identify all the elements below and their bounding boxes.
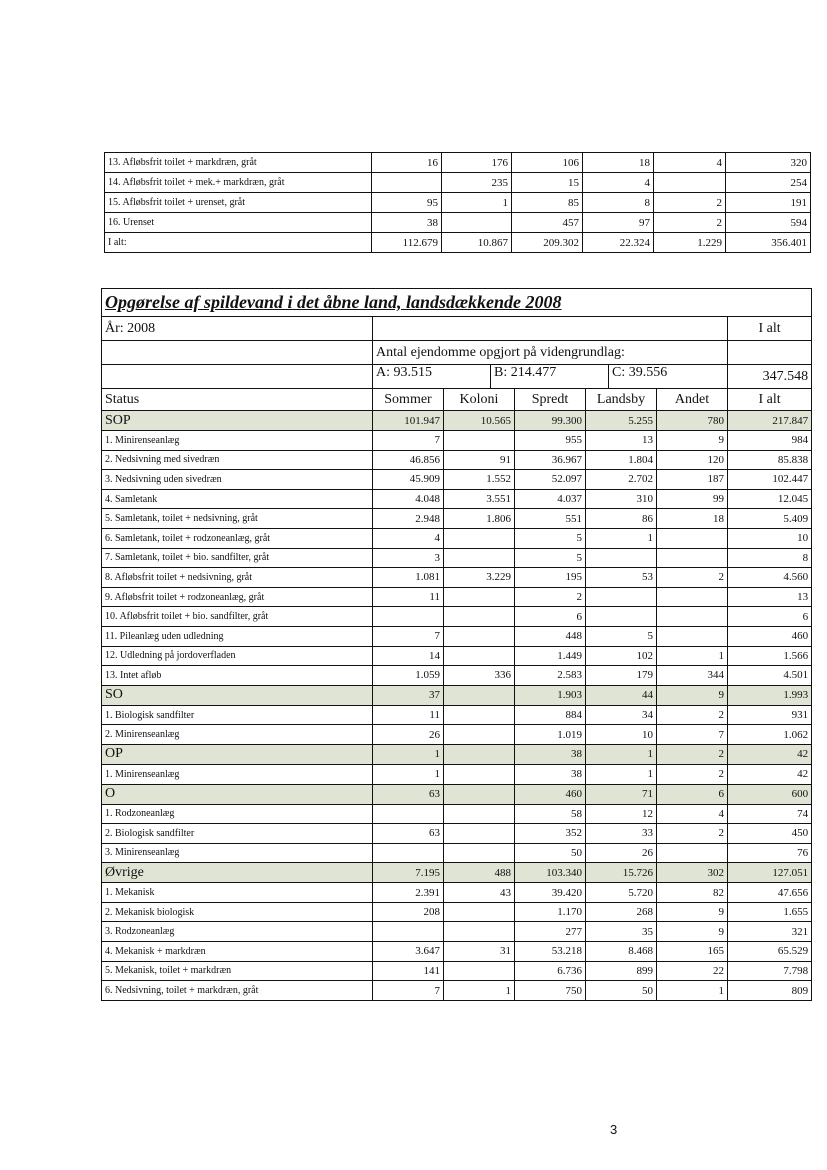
col-header-koloni: Koloni: [444, 389, 515, 411]
cell-value: 320: [726, 153, 811, 173]
row-label: 5. Mekanisk, toilet + markdræn: [102, 961, 373, 981]
row-label: O: [102, 784, 373, 804]
cell-value: 58: [515, 804, 586, 824]
cell-value: 1.062: [728, 725, 812, 745]
cell-value: 931: [728, 705, 812, 725]
cell-value: 52.097: [515, 470, 586, 490]
cell-value: 2: [654, 213, 726, 233]
cell-value: 594: [726, 213, 811, 233]
continuation-table: [104, 152, 811, 253]
row-label: 9. Afløbsfrit toilet + rodzoneanlæg, gråt: [102, 587, 373, 607]
cell-value: 7: [373, 626, 444, 646]
cell-value: 488: [444, 863, 515, 883]
cell-value: 11: [373, 587, 444, 607]
cell-value: [444, 705, 515, 725]
cell-value: 12.045: [728, 489, 812, 509]
cell-value: [444, 744, 515, 764]
cell-value: 91: [444, 450, 515, 470]
cell-value: 120: [657, 450, 728, 470]
cell-value: 5: [586, 626, 657, 646]
cell-value: 254: [726, 173, 811, 193]
cell-value: 460: [515, 784, 586, 804]
cell-value: 5: [515, 528, 586, 548]
table-row: [105, 213, 811, 233]
row-label: 16. Urenset: [105, 213, 372, 233]
cell-value: 3.551: [444, 489, 515, 509]
cell-value: 310: [586, 489, 657, 509]
cell-value: [444, 824, 515, 844]
cell-value: 7: [657, 725, 728, 745]
table-row: [105, 193, 811, 213]
cell-value: 5.255: [586, 411, 657, 431]
cell-value: 141: [373, 961, 444, 981]
row-label: OP: [102, 744, 373, 764]
cell-value: 31: [444, 942, 515, 962]
cell-value: 1: [586, 528, 657, 548]
cell-value: 10.565: [444, 411, 515, 431]
cell-value: [444, 607, 515, 627]
cell-value: 42: [728, 764, 812, 784]
cell-value: 85.838: [728, 450, 812, 470]
cell-value: 2: [657, 568, 728, 588]
cell-value: 1.804: [586, 450, 657, 470]
cell-value: 1.449: [515, 646, 586, 666]
cell-value: 34: [586, 705, 657, 725]
cell-value: 179: [586, 666, 657, 686]
cell-value: 2.948: [373, 509, 444, 529]
cell-value: 1: [442, 193, 512, 213]
cell-value: 4: [654, 153, 726, 173]
cell-value: 99: [657, 489, 728, 509]
table-row: [102, 705, 812, 725]
table-row: [102, 942, 812, 962]
cell-value: 43: [444, 883, 515, 903]
cell-value: 1: [586, 764, 657, 784]
cell-value: 4.048: [373, 489, 444, 509]
row-label: 3. Nedsivning uden sivedræn: [102, 470, 373, 490]
cell-value: 4.560: [728, 568, 812, 588]
cell-value: 127.051: [728, 863, 812, 883]
cell-value: 187: [657, 470, 728, 490]
cell-value: [654, 173, 726, 193]
cell-value: 7: [373, 431, 444, 451]
cell-value: 97: [583, 213, 654, 233]
cell-value: 47.656: [728, 883, 812, 903]
cell-value: 6: [515, 607, 586, 627]
cell-value: 2: [657, 824, 728, 844]
row-label: 6. Nedsivning, toilet + markdræn, gråt: [102, 981, 373, 1001]
row-label: 1. Minirenseanlæg: [102, 764, 373, 784]
cell-value: 10: [728, 528, 812, 548]
table-row: [102, 764, 812, 784]
row-label: 6. Samletank, toilet + rodzoneanlæg, gråt: [102, 528, 373, 548]
row-label: 2. Nedsivning med sivedræn: [102, 450, 373, 470]
cell-value: 4.501: [728, 666, 812, 686]
cell-value: 1: [657, 981, 728, 1001]
cell-value: 9: [657, 902, 728, 922]
cell-value: 99.300: [515, 411, 586, 431]
cell-value: 208: [373, 902, 444, 922]
cell-value: 1: [373, 744, 444, 764]
cell-value: [657, 548, 728, 568]
cell-value: [657, 843, 728, 863]
row-label: 10. Afløbsfrit toilet + bio. sandfilter, gråt: [102, 607, 373, 627]
cell-value: 780: [657, 411, 728, 431]
cell-value: 217.847: [728, 411, 812, 431]
cell-value: 8.468: [586, 942, 657, 962]
row-label: 4. Samletank: [102, 489, 373, 509]
cell-value: [372, 173, 442, 193]
cell-value: [657, 528, 728, 548]
cell-value: 6: [657, 784, 728, 804]
cell-value: 3.229: [444, 568, 515, 588]
cell-value: 71: [586, 784, 657, 804]
table-row: [102, 607, 812, 627]
cell-value: [444, 528, 515, 548]
cell-value: 16: [372, 153, 442, 173]
wastewater-table: [101, 288, 812, 1001]
stat-c: C: 39.556: [608, 365, 667, 388]
row-label: 15. Afløbsfrit toilet + urenset, gråt: [105, 193, 372, 213]
cell-value: 551: [515, 509, 586, 529]
cell-value: [444, 725, 515, 745]
cell-value: 13: [586, 431, 657, 451]
cell-value: 53.218: [515, 942, 586, 962]
cell-value: 457: [512, 213, 583, 233]
table-row: [102, 883, 812, 903]
table-row: [102, 981, 812, 1001]
cell-value: 13: [728, 587, 812, 607]
cell-value: 195: [515, 568, 586, 588]
cell-value: 1.993: [728, 685, 812, 705]
cell-value: 95: [372, 193, 442, 213]
cell-value: 302: [657, 863, 728, 883]
cell-value: 176: [442, 153, 512, 173]
cell-value: 36.967: [515, 450, 586, 470]
table-row: [102, 804, 812, 824]
table-row: [102, 509, 812, 529]
cell-value: 750: [515, 981, 586, 1001]
cell-value: 165: [657, 942, 728, 962]
cell-value: 37: [373, 685, 444, 705]
cell-value: 2.702: [586, 470, 657, 490]
cell-value: 10.867: [442, 233, 512, 253]
table-row: [102, 548, 812, 568]
cell-value: 336: [444, 666, 515, 686]
cell-value: [444, 646, 515, 666]
cell-value: 9: [657, 685, 728, 705]
cell-value: 15: [512, 173, 583, 193]
cell-value: 6: [728, 607, 812, 627]
cell-value: 1.552: [444, 470, 515, 490]
cell-value: 4: [583, 173, 654, 193]
table-row: [105, 153, 811, 173]
cell-value: [444, 431, 515, 451]
cell-value: 38: [515, 744, 586, 764]
cell-value: 1.806: [444, 509, 515, 529]
cell-value: [373, 843, 444, 863]
cell-value: 356.401: [726, 233, 811, 253]
table-title: Opgørelse af spildevand i det åbne land, landsdækkende 2008: [102, 289, 812, 317]
cell-value: 2: [657, 764, 728, 784]
cell-value: 18: [657, 509, 728, 529]
cell-value: [444, 587, 515, 607]
table-row: [102, 587, 812, 607]
cell-value: 2: [657, 744, 728, 764]
table-row: [102, 431, 812, 451]
cell-value: 50: [586, 981, 657, 1001]
row-label: 1. Rodzoneanlæg: [102, 804, 373, 824]
cell-value: [444, 764, 515, 784]
cell-value: 955: [515, 431, 586, 451]
cell-value: 344: [657, 666, 728, 686]
row-label: 1. Minirenseanlæg: [102, 431, 373, 451]
cell-value: 5: [515, 548, 586, 568]
cell-value: 26: [373, 725, 444, 745]
cell-value: 101.947: [373, 411, 444, 431]
row-label: SO: [102, 685, 373, 705]
table-row: [102, 568, 812, 588]
cell-value: 1: [586, 744, 657, 764]
cell-value: 7.195: [373, 863, 444, 883]
cell-value: 450: [728, 824, 812, 844]
col-header-andet: Andet: [657, 389, 728, 411]
cell-value: 5.409: [728, 509, 812, 529]
cell-value: 63: [373, 784, 444, 804]
cell-value: 82: [657, 883, 728, 903]
cell-value: 1.903: [515, 685, 586, 705]
cell-value: [373, 922, 444, 942]
cell-value: 10: [586, 725, 657, 745]
cell-value: [657, 587, 728, 607]
table-row: [105, 173, 811, 193]
cell-value: 74: [728, 804, 812, 824]
cell-value: 1.229: [654, 233, 726, 253]
row-label: Øvrige: [102, 863, 373, 883]
cell-value: 5.720: [586, 883, 657, 903]
table-row: [102, 922, 812, 942]
cell-value: 899: [586, 961, 657, 981]
status-header: Status: [102, 389, 373, 411]
cell-value: 11: [373, 705, 444, 725]
cell-value: 352: [515, 824, 586, 844]
section-row: [102, 744, 812, 764]
row-label: 12. Udledning på jordoverfladen: [102, 646, 373, 666]
cell-value: 103.340: [515, 863, 586, 883]
row-label: I alt:: [105, 233, 372, 253]
cell-value: [373, 607, 444, 627]
cell-value: 9: [657, 431, 728, 451]
cell-value: [444, 685, 515, 705]
row-label: 2. Minirenseanlæg: [102, 725, 373, 745]
cell-value: 277: [515, 922, 586, 942]
table-row: [102, 843, 812, 863]
row-label: 3. Minirenseanlæg: [102, 843, 373, 863]
cell-value: 321: [728, 922, 812, 942]
row-label: 2. Mekanisk biologisk: [102, 902, 373, 922]
cell-value: 53: [586, 568, 657, 588]
cell-value: 63: [373, 824, 444, 844]
cell-value: 76: [728, 843, 812, 863]
cell-value: 2.583: [515, 666, 586, 686]
cell-value: [657, 607, 728, 627]
cell-value: 448: [515, 626, 586, 646]
cell-value: 268: [586, 902, 657, 922]
cell-value: 112.679: [372, 233, 442, 253]
col-header-spredt: Spredt: [515, 389, 586, 411]
row-label: 2. Biologisk sandfilter: [102, 824, 373, 844]
cell-value: 191: [726, 193, 811, 213]
cell-value: 460: [728, 626, 812, 646]
cell-value: [444, 784, 515, 804]
cell-value: [586, 548, 657, 568]
table-row: [102, 470, 812, 490]
cell-value: 50: [515, 843, 586, 863]
col-header-sommer: Sommer: [373, 389, 444, 411]
row-label: 3. Rodzoneanlæg: [102, 922, 373, 942]
cell-value: 46.856: [373, 450, 444, 470]
cell-value: 45.909: [373, 470, 444, 490]
cell-value: [657, 626, 728, 646]
cell-value: 35: [586, 922, 657, 942]
cell-value: [444, 961, 515, 981]
cell-value: [586, 607, 657, 627]
cell-value: 44: [586, 685, 657, 705]
section-row: [102, 411, 812, 431]
cell-value: 1.566: [728, 646, 812, 666]
cell-value: 8: [583, 193, 654, 213]
cell-value: 3: [373, 548, 444, 568]
cell-value: 1: [373, 764, 444, 784]
cell-value: 26: [586, 843, 657, 863]
stat-b: B: 214.477: [490, 365, 608, 388]
col-header-total: I alt: [728, 389, 812, 411]
section-row: [102, 784, 812, 804]
cell-value: 1.081: [373, 568, 444, 588]
cell-value: 39.420: [515, 883, 586, 903]
cell-value: [444, 902, 515, 922]
year-label: År: 2008: [102, 317, 373, 341]
row-label: 7. Samletank, toilet + bio. sandfilter, gråt: [102, 548, 373, 568]
cell-value: 7: [373, 981, 444, 1001]
cell-value: 2.391: [373, 883, 444, 903]
section-row: [102, 863, 812, 883]
cell-value: [444, 843, 515, 863]
cell-value: 984: [728, 431, 812, 451]
row-label: 1. Biologisk sandfilter: [102, 705, 373, 725]
cell-value: 22.324: [583, 233, 654, 253]
table-row: [102, 528, 812, 548]
cell-value: 85: [512, 193, 583, 213]
table-row: [102, 450, 812, 470]
cell-value: 809: [728, 981, 812, 1001]
row-label: SOP: [102, 411, 373, 431]
table-row: [102, 725, 812, 745]
cell-value: 235: [442, 173, 512, 193]
cell-value: [442, 213, 512, 233]
cell-value: [444, 804, 515, 824]
cell-value: 42: [728, 744, 812, 764]
row-label: 14. Afløbsfrit toilet + mek.+ markdræn, gråt: [105, 173, 372, 193]
row-label: 4. Mekanisk + markdræn: [102, 942, 373, 962]
cell-value: 1: [657, 646, 728, 666]
cell-value: 4: [657, 804, 728, 824]
stat-a: A: 93.515: [376, 365, 432, 380]
col-header-landsby: Landsby: [586, 389, 657, 411]
cell-value: 106: [512, 153, 583, 173]
table-row: [102, 646, 812, 666]
row-label: 13. Afløbsfrit toilet + markdræn, gråt: [105, 153, 372, 173]
section-row: [102, 685, 812, 705]
row-label: 5. Samletank, toilet + nedsivning, gråt: [102, 509, 373, 529]
table-row: [102, 824, 812, 844]
cell-value: 1.170: [515, 902, 586, 922]
basis-label: Antal ejendomme opgjort på videngrundlag:: [373, 341, 728, 365]
row-label: 1. Mekanisk: [102, 883, 373, 903]
page-number: 3: [610, 1122, 618, 1137]
cell-value: 1.059: [373, 666, 444, 686]
cell-value: 12: [586, 804, 657, 824]
cell-value: 209.302: [512, 233, 583, 253]
cell-value: 4.037: [515, 489, 586, 509]
cell-value: 18: [583, 153, 654, 173]
cell-value: 38: [515, 764, 586, 784]
cell-value: 4: [373, 528, 444, 548]
cell-value: 7.798: [728, 961, 812, 981]
cell-value: 6.736: [515, 961, 586, 981]
cell-value: 14: [373, 646, 444, 666]
cell-value: 33: [586, 824, 657, 844]
cell-value: 102: [586, 646, 657, 666]
cell-value: 38: [372, 213, 442, 233]
cell-value: 8: [728, 548, 812, 568]
cell-value: 600: [728, 784, 812, 804]
table-row: [102, 961, 812, 981]
cell-value: [586, 587, 657, 607]
cell-value: [444, 922, 515, 942]
cell-value: [444, 548, 515, 568]
cell-value: 86: [586, 509, 657, 529]
cell-value: 9: [657, 922, 728, 942]
cell-value: 15.726: [586, 863, 657, 883]
cell-value: 2: [654, 193, 726, 213]
table-row: [102, 666, 812, 686]
row-label: 8. Afløbsfrit toilet + nedsivning, gråt: [102, 568, 373, 588]
row-label: 11. Pileanlæg uden udledning: [102, 626, 373, 646]
table-row: [105, 233, 811, 253]
stats-total: 347.548: [728, 365, 812, 389]
cell-value: [373, 804, 444, 824]
cell-value: 1.655: [728, 902, 812, 922]
cell-value: 2: [515, 587, 586, 607]
cell-value: [444, 626, 515, 646]
cell-value: 22: [657, 961, 728, 981]
cell-value: 2: [657, 705, 728, 725]
cell-value: 884: [515, 705, 586, 725]
cell-value: 3.647: [373, 942, 444, 962]
table-row: [102, 626, 812, 646]
row-label: 13. Intet afløb: [102, 666, 373, 686]
table-row: [102, 489, 812, 509]
cell-value: 102.447: [728, 470, 812, 490]
total-label: I alt: [728, 317, 812, 341]
cell-value: 1: [444, 981, 515, 1001]
table-row: [102, 902, 812, 922]
cell-value: 1.019: [515, 725, 586, 745]
cell-value: 65.529: [728, 942, 812, 962]
